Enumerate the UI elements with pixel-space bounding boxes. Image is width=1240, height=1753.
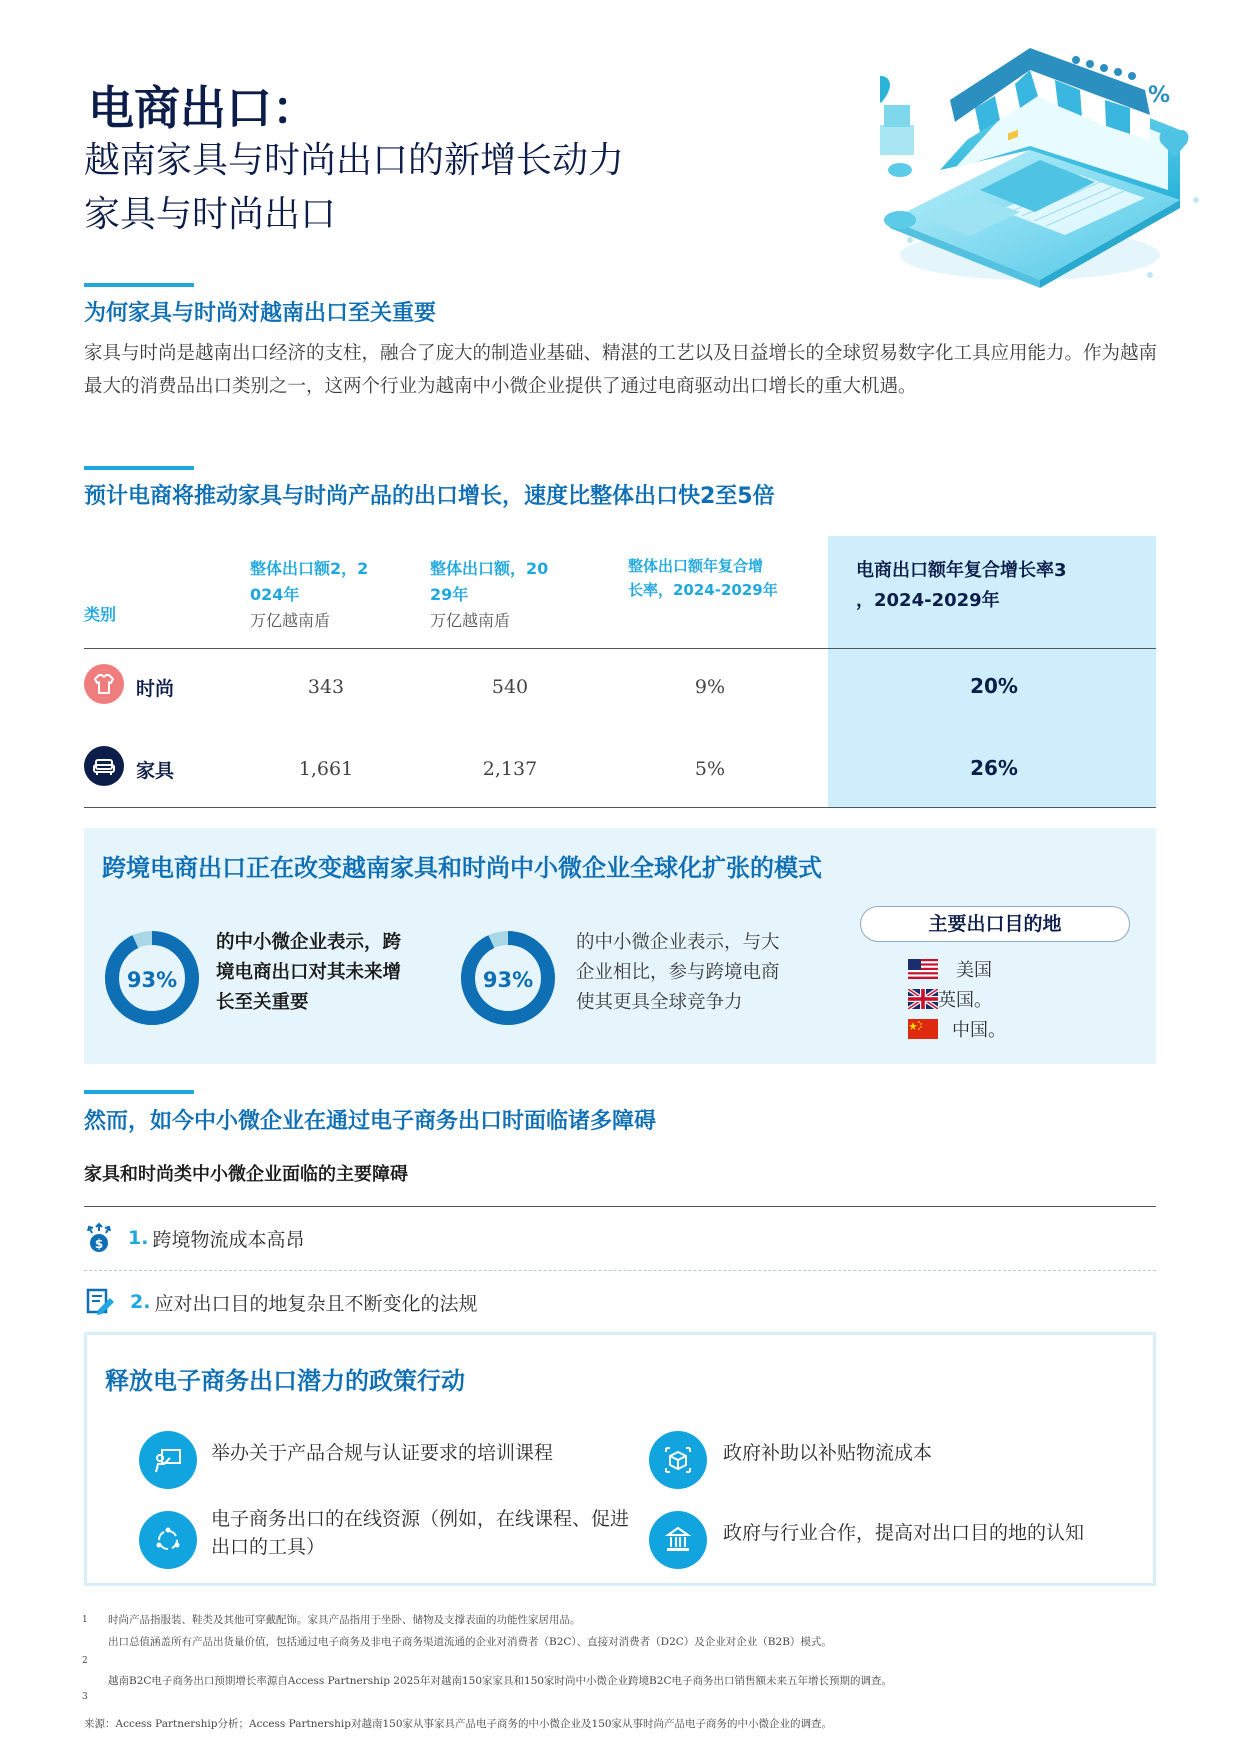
page-subtitle-2: 家具与时尚出口 xyxy=(84,194,337,235)
stat-line: 的中小微企业表示，跨 xyxy=(216,932,402,953)
table-row-label: 家具 xyxy=(136,760,175,782)
sofa-icon xyxy=(84,746,124,786)
header-line: 整体出口额年复合增 xyxy=(628,557,764,575)
table-cell-2024: 1,661 xyxy=(298,758,354,780)
stat-line: 长至关重要 xyxy=(216,992,309,1013)
online-resources-icon xyxy=(139,1511,197,1569)
table-cell-2024: 343 xyxy=(307,676,345,698)
section-heading-why: 为何家具与时尚对越南出口至关重要 xyxy=(84,301,437,326)
destinations-title: 主要出口目的地 xyxy=(860,906,1130,942)
barrier-text: 应对出口目的地复杂且不断变化的法规 xyxy=(154,1292,478,1315)
policy-line: 出口的工具） xyxy=(211,1536,326,1558)
destination-name: 英国。 xyxy=(938,990,992,1011)
training-presentation-icon xyxy=(139,1431,197,1489)
destination-name: 美国 xyxy=(956,960,992,981)
export-growth-table xyxy=(84,536,1156,808)
policy-item-text xyxy=(211,1439,553,1467)
policy-line: 政府补助以补贴物流成本 xyxy=(723,1442,933,1464)
footnote-2: 越南B2C电子商务出口预期增长率源自Access Partnership 2025年对越南150家家具和150家时尚中小微企业跨境B2C电子商务出口销售额未来五年增长预期的调查。 xyxy=(108,1675,892,1687)
barrier-text: 跨境物流成本高昂 xyxy=(152,1228,305,1251)
table-bottom-rule xyxy=(84,807,1156,808)
header-line: 电商出口额年复合增长率3 xyxy=(856,560,1067,581)
header-line: 长率，2024-2029年 xyxy=(628,581,778,599)
destination-name: 中国。 xyxy=(952,1020,1006,1041)
header-line: 整体出口额，20 xyxy=(430,559,549,578)
panel-heading: 跨境电商出口正在改变越南家具和时尚中小微企业全球化扩张的模式 xyxy=(102,854,822,882)
ecommerce-laptop-illustration xyxy=(880,40,1210,300)
section-accent-bar xyxy=(84,1090,194,1094)
table-header-export-2029 xyxy=(430,556,548,634)
table-header-ecommerce-cagr xyxy=(856,556,1067,616)
tshirt-icon xyxy=(84,664,124,704)
header-unit: 万亿越南盾 xyxy=(250,611,331,630)
stat-line: 使其更具全球竞争力 xyxy=(576,992,743,1013)
cn-flag-icon xyxy=(908,1019,938,1039)
policy-item-text xyxy=(211,1505,629,1561)
page-subtitle-1: 越南家具与时尚出口的新增长动力 xyxy=(84,140,625,181)
barriers-divider xyxy=(84,1270,1156,1271)
policy-line: 政府与行业合作，提高对出口目的地的认知 xyxy=(723,1522,1085,1544)
donut-value-stat1: 93% xyxy=(126,968,178,992)
table-row-label: 时尚 xyxy=(136,678,175,700)
donut-value-stat2: 93% xyxy=(482,968,534,992)
source-note: 来源：Access Partnership分析；Access Partnership对越南150家从事家具产品电子商务的中小微企业及150家从事时尚产品电子商务的中小微企业的调查。 xyxy=(84,1718,833,1730)
destination-item xyxy=(908,1016,1006,1042)
us-flag-icon xyxy=(908,959,938,979)
header-line: 024年 xyxy=(250,585,300,604)
table-cell-cagr: 9% xyxy=(694,676,726,698)
barrier-item xyxy=(84,1286,477,1318)
table-header-category: 类别 xyxy=(84,605,117,624)
policy-heading: 释放电子商务出口潜力的政策行动 xyxy=(105,1367,465,1395)
logistics-cost-icon xyxy=(84,1222,114,1254)
policy-actions-box xyxy=(84,1332,1156,1586)
stat-line: 的中小微企业表示，与大 xyxy=(576,932,780,953)
stat1-text xyxy=(216,928,401,1018)
barrier-number: 2. xyxy=(130,1291,151,1313)
uk-flag-icon xyxy=(908,989,938,1009)
table-cell-cagr: 5% xyxy=(694,758,726,780)
barrier-number: 1. xyxy=(128,1227,149,1249)
footnote-1: 时尚产品指服装、鞋类及其他可穿戴配饰。家具产品指用于坐卧、储物及支撑表面的功能性家居用品。 xyxy=(108,1614,581,1626)
section-heading-barriers: 然而，如今中小微企业在通过电子商务出口时面临诸多障碍 xyxy=(84,1109,657,1134)
table-cell-2029: 540 xyxy=(491,676,529,698)
footnote-1b: 出口总值涵盖所有产品出货量价值，包括通过电子商务及非电子商务渠道流通的企业对消费者（B2C）、直接对消费者（D2C）及企业对企业（B2B）模式。 xyxy=(108,1636,832,1648)
policy-item-text xyxy=(723,1519,1084,1547)
header-line: 29年 xyxy=(430,585,469,604)
package-subsidy-icon xyxy=(649,1431,707,1489)
table-cell-ecommerce-cagr: 26% xyxy=(970,756,1018,780)
section-heading-growth: 预计电商将推动家具与时尚产品的出口增长，速度比整体出口快2至5倍 xyxy=(84,484,775,509)
svg-text:$: $ xyxy=(94,1237,104,1251)
table-cell-2029: 2,137 xyxy=(482,758,538,780)
header-line: ，2024-2029年 xyxy=(856,590,1000,611)
section-body-why: 家具与时尚是越南出口经济的支柱，融合了庞大的制造业基础、精湛的工艺以及日益增长的全球贸易数字化工具应用能力。作为越南最大的消费品出口类别之一，这两个行业为越南中小微企业提供了通过电商驱动出口增长的重大机遇。 xyxy=(84,343,1158,397)
table-cell-ecommerce-cagr: 20% xyxy=(970,674,1018,698)
cross-border-panel xyxy=(84,828,1156,1064)
svg-text:%: % xyxy=(1148,83,1171,108)
table-header-export-cagr xyxy=(628,554,778,602)
header-line: 整体出口额2，2 xyxy=(250,559,369,578)
barrier-item xyxy=(84,1222,304,1254)
stat2-text xyxy=(576,928,780,1018)
destination-item xyxy=(908,986,992,1012)
destination-item xyxy=(908,956,992,982)
footnote-number: 3 xyxy=(82,1692,88,1702)
section-accent-bar xyxy=(84,466,194,470)
page-title: 电商出口： xyxy=(88,81,318,135)
barriers-subheading: 家具和时尚类中小微企业面临的主要障碍 xyxy=(84,1164,408,1185)
regulation-document-icon xyxy=(84,1286,116,1318)
policy-line: 举办关于产品合规与认证要求的培训课程 xyxy=(211,1442,554,1464)
policy-item-text xyxy=(723,1439,932,1467)
government-building-icon xyxy=(649,1511,707,1569)
footnote-number: 2 xyxy=(82,1656,88,1666)
table-header-export-2024 xyxy=(250,556,368,634)
stat-line: 境电商出口对其未来增 xyxy=(216,962,402,983)
table-header-rule xyxy=(84,648,1156,649)
barriers-rule xyxy=(84,1206,1156,1207)
footnote-number: 1 xyxy=(82,1615,88,1625)
header-unit: 万亿越南盾 xyxy=(430,611,511,630)
policy-line: 电子商务出口的在线资源（例如，在线课程、促进 xyxy=(211,1508,630,1530)
stat-line: 企业相比，参与跨境电商 xyxy=(576,962,780,983)
section-accent-bar xyxy=(84,283,194,287)
